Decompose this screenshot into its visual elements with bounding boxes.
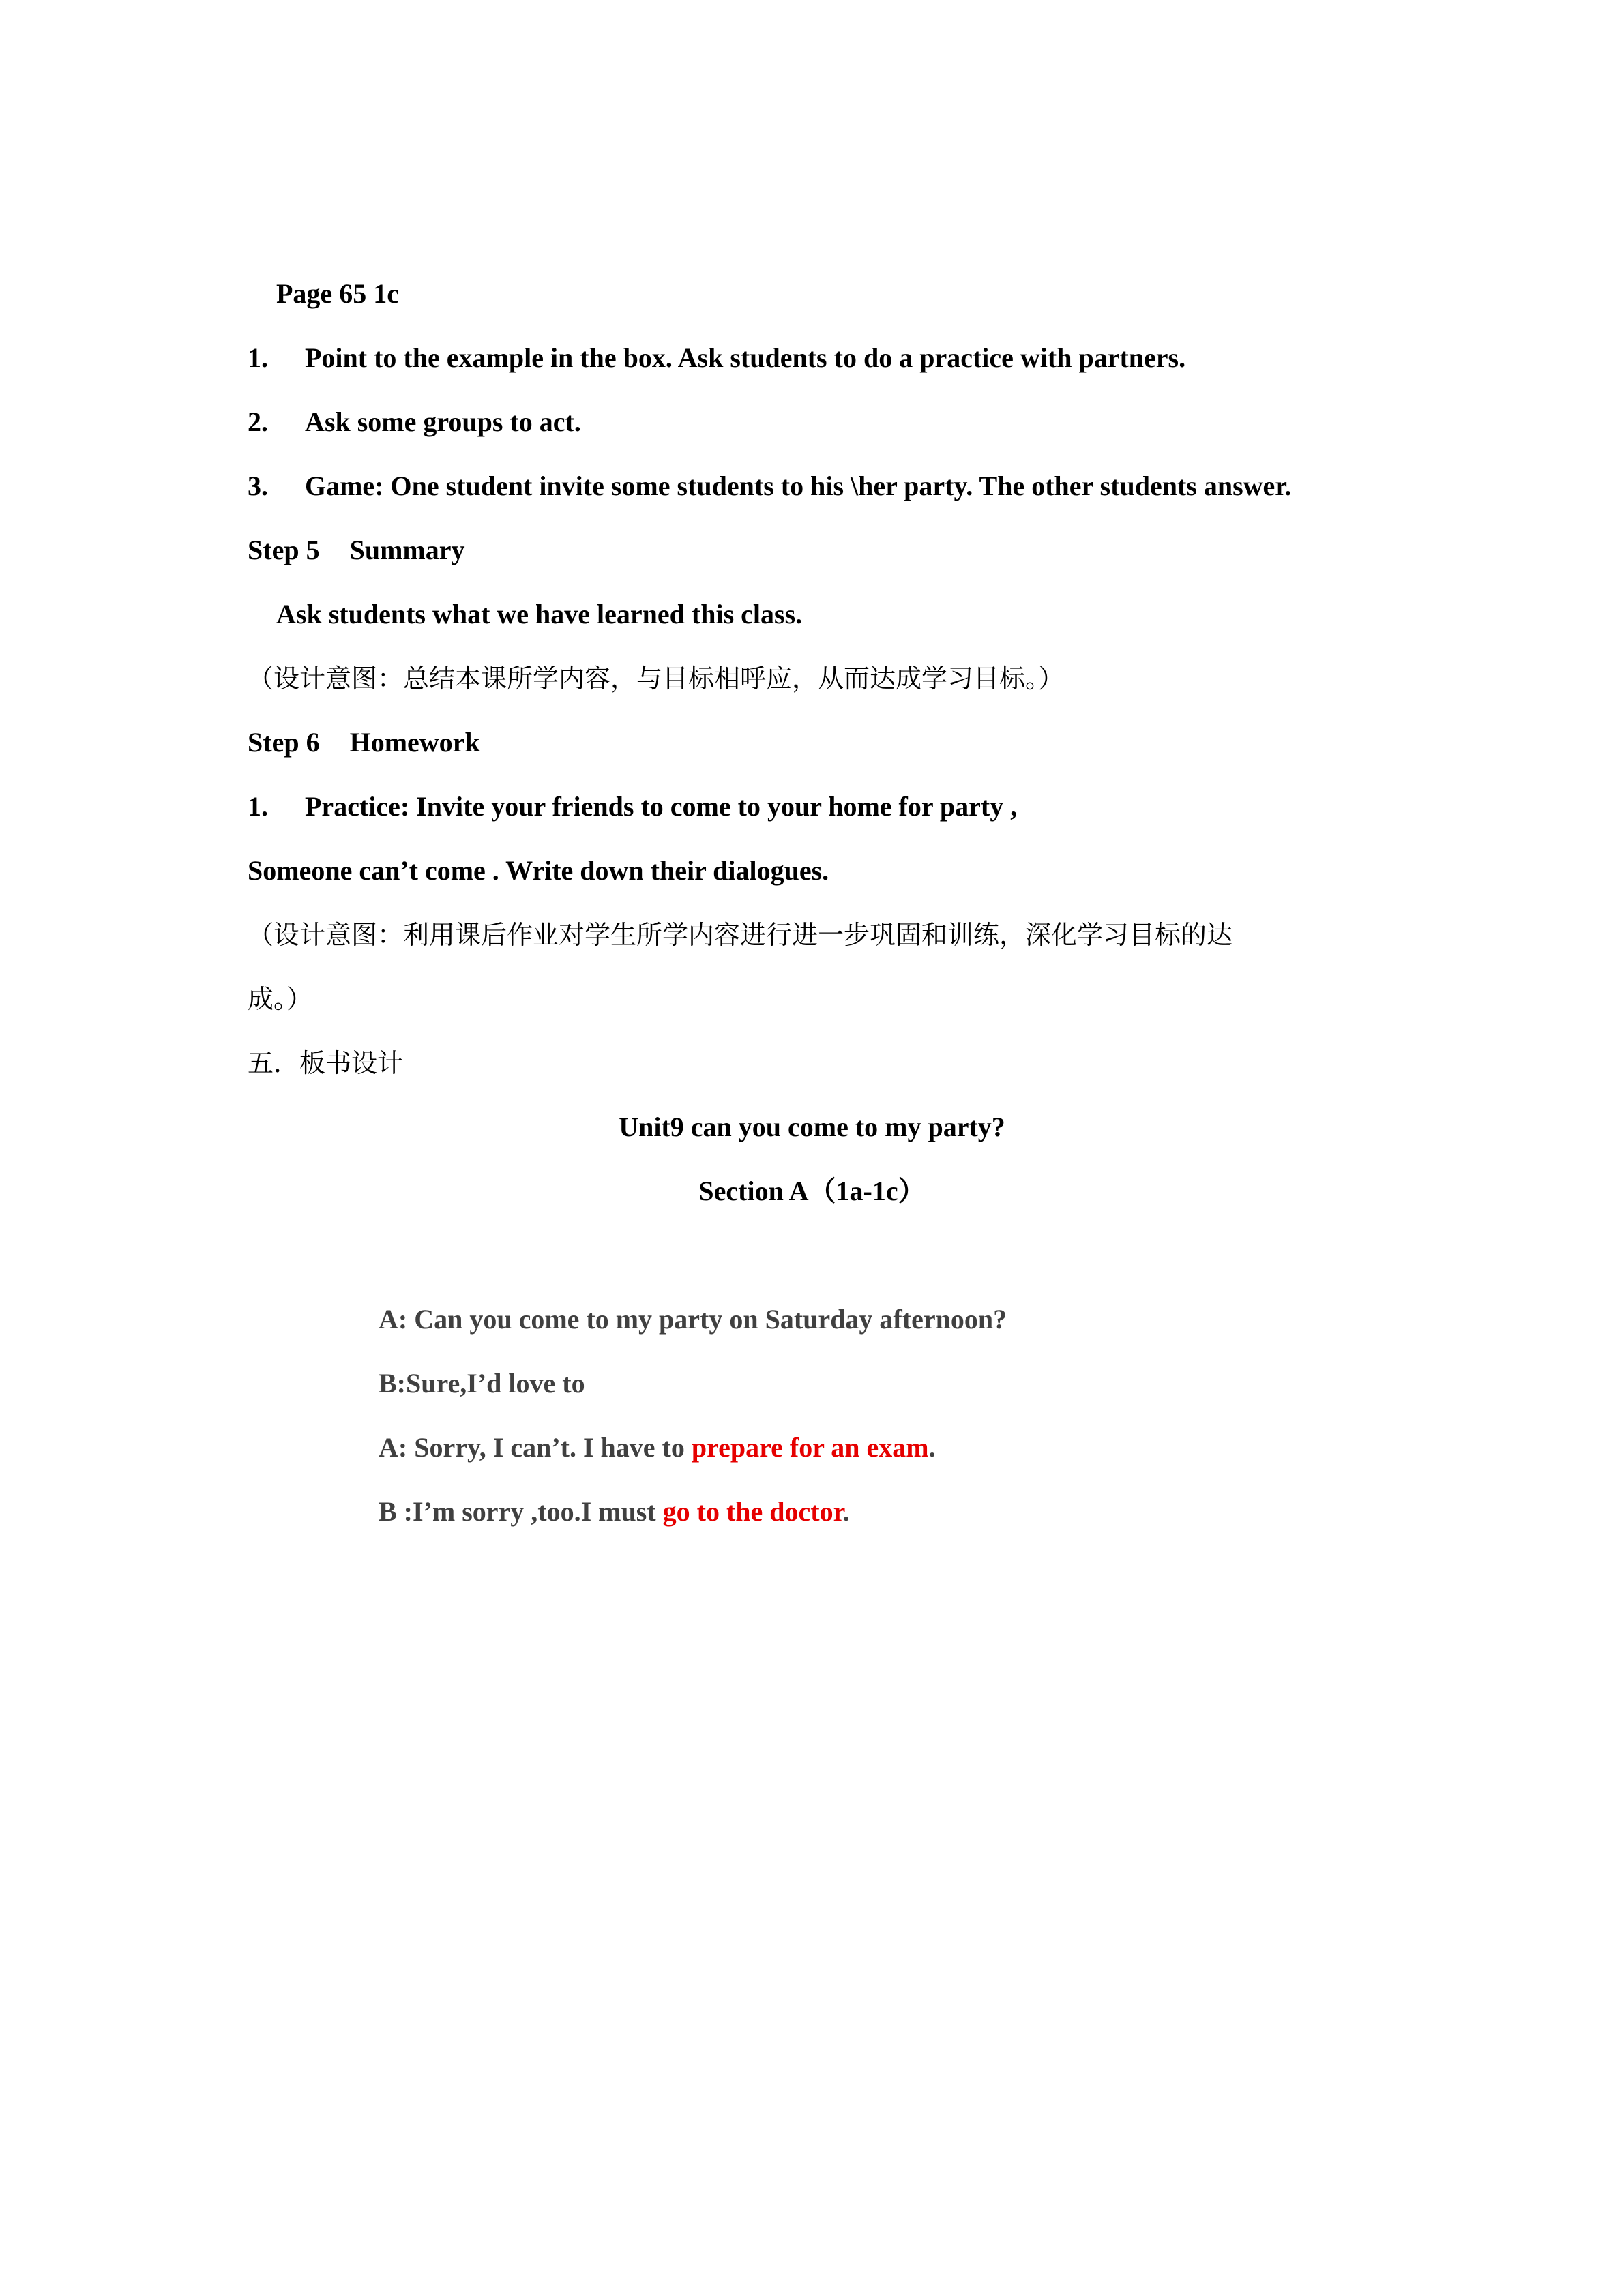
step-title: Homework [349,727,480,758]
dialogue-text: . [842,1496,850,1527]
dialogue-text: A: Can you come to my party on Saturday afternoon? [379,1304,1007,1335]
dialogue-text: B :I’m sorry ,too.I must [379,1496,663,1527]
design-intent: （设计意图：利用课后作业对学生所学内容进行进一步巩固和训练，深化学习目标的达 [248,920,1233,950]
dialogue-line [379,1367,585,1400]
list-item [248,790,1017,823]
page-heading: Page 65 1c [276,278,399,309]
dialogue-line [379,1495,850,1528]
list-text: Game: One student invite some students to his \her party. The other students answer. [305,471,1292,501]
list-number: 1. [248,791,268,822]
list-text: Ask some groups to act. [305,406,581,437]
list-item [248,342,1185,374]
board-title: Unit9 can you come to my party? [619,1112,1005,1142]
list-text: Point to the example in the box. Ask students to do a practice with partners. [305,342,1186,373]
board-subtitle: Section A（1a-1c） [698,1176,926,1206]
dialogue-highlight: prepare for an exam [691,1432,929,1463]
dialogue-line [379,1303,1007,1336]
section-heading: 五．板书设计 [248,1048,404,1078]
dialogue-text: B:Sure,I’d love to [379,1368,585,1399]
step5-heading [248,534,464,567]
list-number: 1. [248,342,268,373]
list-text: Practice: Invite your friends to come to your home for party , [305,791,1018,822]
step-title: Summary [349,535,465,565]
dialogue-highlight: go to the doctor [662,1496,843,1527]
dialogue-text: . [928,1432,936,1463]
design-intent-continuation: 成。） [248,984,313,1014]
list-item [248,470,1291,503]
list-item-continuation: Someone can’t come . Write down their dialogues. [248,855,829,886]
list-number: 2. [248,406,268,437]
list-item [248,406,581,438]
step5-text: Ask students what we have learned this class. [276,599,803,629]
dialogue-text: A: Sorry, I can’t. I have to [379,1432,692,1463]
list-number: 3. [248,471,268,501]
design-intent: （设计意图：总结本课所学内容，与目标相呼应，从而达成学习目标。） [248,664,1065,694]
step-label: Step 5 [248,535,320,565]
step6-heading [248,726,480,759]
step-label: Step 6 [248,727,320,758]
dialogue-line [379,1431,936,1464]
